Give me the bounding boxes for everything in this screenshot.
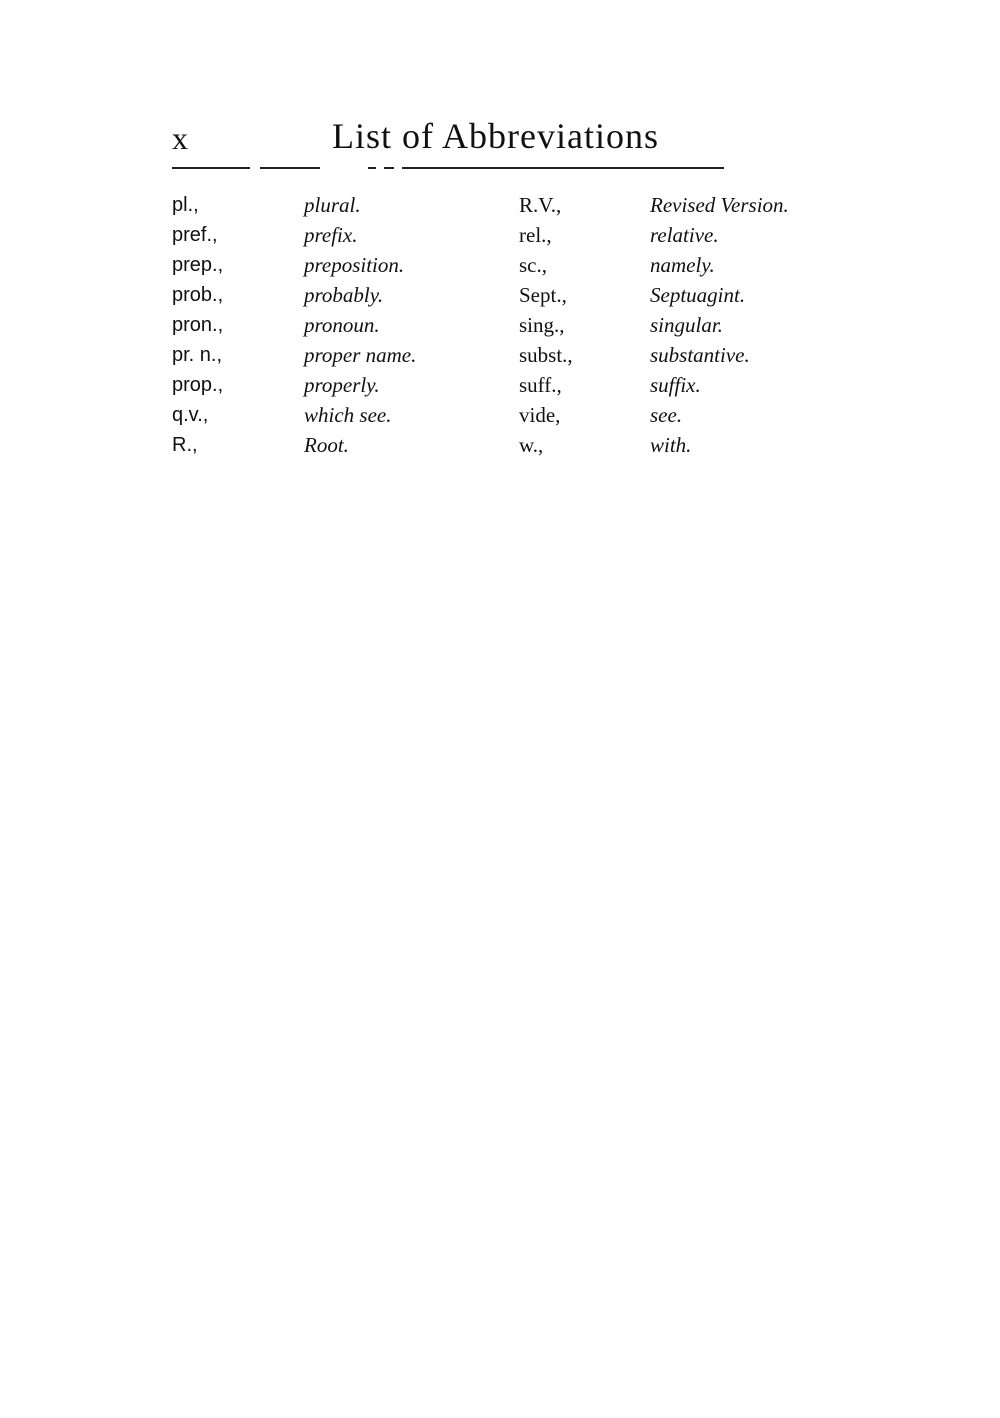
definition: Revised Version.: [650, 193, 789, 217]
definition: plural.: [304, 193, 361, 217]
abbreviation: prop.,: [172, 374, 224, 396]
abbreviation: sing.,: [519, 313, 565, 337]
abbreviation: pl.,: [172, 194, 199, 216]
header-rule: [172, 166, 724, 170]
table-row: [172, 430, 852, 460]
abbreviation: pr. n.,: [172, 344, 223, 366]
definition: Septuagint.: [650, 283, 746, 307]
definition: namely.: [650, 253, 715, 277]
definition: suffix.: [650, 373, 701, 397]
abbreviation: sc.,: [519, 253, 547, 277]
definition: probably.: [304, 283, 384, 307]
table-row: [172, 190, 852, 220]
abbreviation: pron.,: [172, 314, 224, 336]
definition: proper name.: [304, 343, 417, 367]
abbreviation: R.V.,: [519, 193, 562, 217]
page-number: x: [172, 120, 188, 156]
definition: preposition.: [304, 253, 405, 277]
abbreviation: R.,: [172, 434, 198, 456]
abbreviation: pref.,: [172, 224, 218, 246]
table-row: [172, 400, 852, 430]
abbreviation: q.v.,: [172, 404, 209, 426]
definition: which see.: [304, 403, 392, 427]
definition: substantive.: [650, 343, 750, 367]
table-row: [172, 250, 852, 280]
abbreviation: vide,: [519, 403, 561, 427]
abbreviation: w.,: [519, 433, 544, 457]
definition: Root.: [304, 433, 349, 457]
definition: pronoun.: [304, 313, 380, 337]
definition: see.: [650, 403, 683, 427]
table-row: [172, 370, 852, 400]
definition: prefix.: [304, 223, 358, 247]
abbreviation: subst.,: [519, 343, 573, 367]
table-row: [172, 340, 852, 370]
definition: properly.: [304, 373, 380, 397]
abbreviation: rel.,: [519, 223, 552, 247]
abbreviation: prob.,: [172, 284, 224, 306]
definition: singular.: [650, 313, 723, 337]
definition: with.: [650, 433, 692, 457]
abbreviation: prep.,: [172, 254, 224, 276]
table-row: [172, 220, 852, 250]
table-row: [172, 310, 852, 340]
definition: relative.: [650, 223, 719, 247]
abbreviation: suff.,: [519, 373, 562, 397]
abbreviation-table: [172, 190, 852, 460]
page-title: List of Abbreviations: [332, 116, 659, 156]
table-row: [172, 280, 852, 310]
abbreviation: Sept.,: [519, 283, 567, 307]
